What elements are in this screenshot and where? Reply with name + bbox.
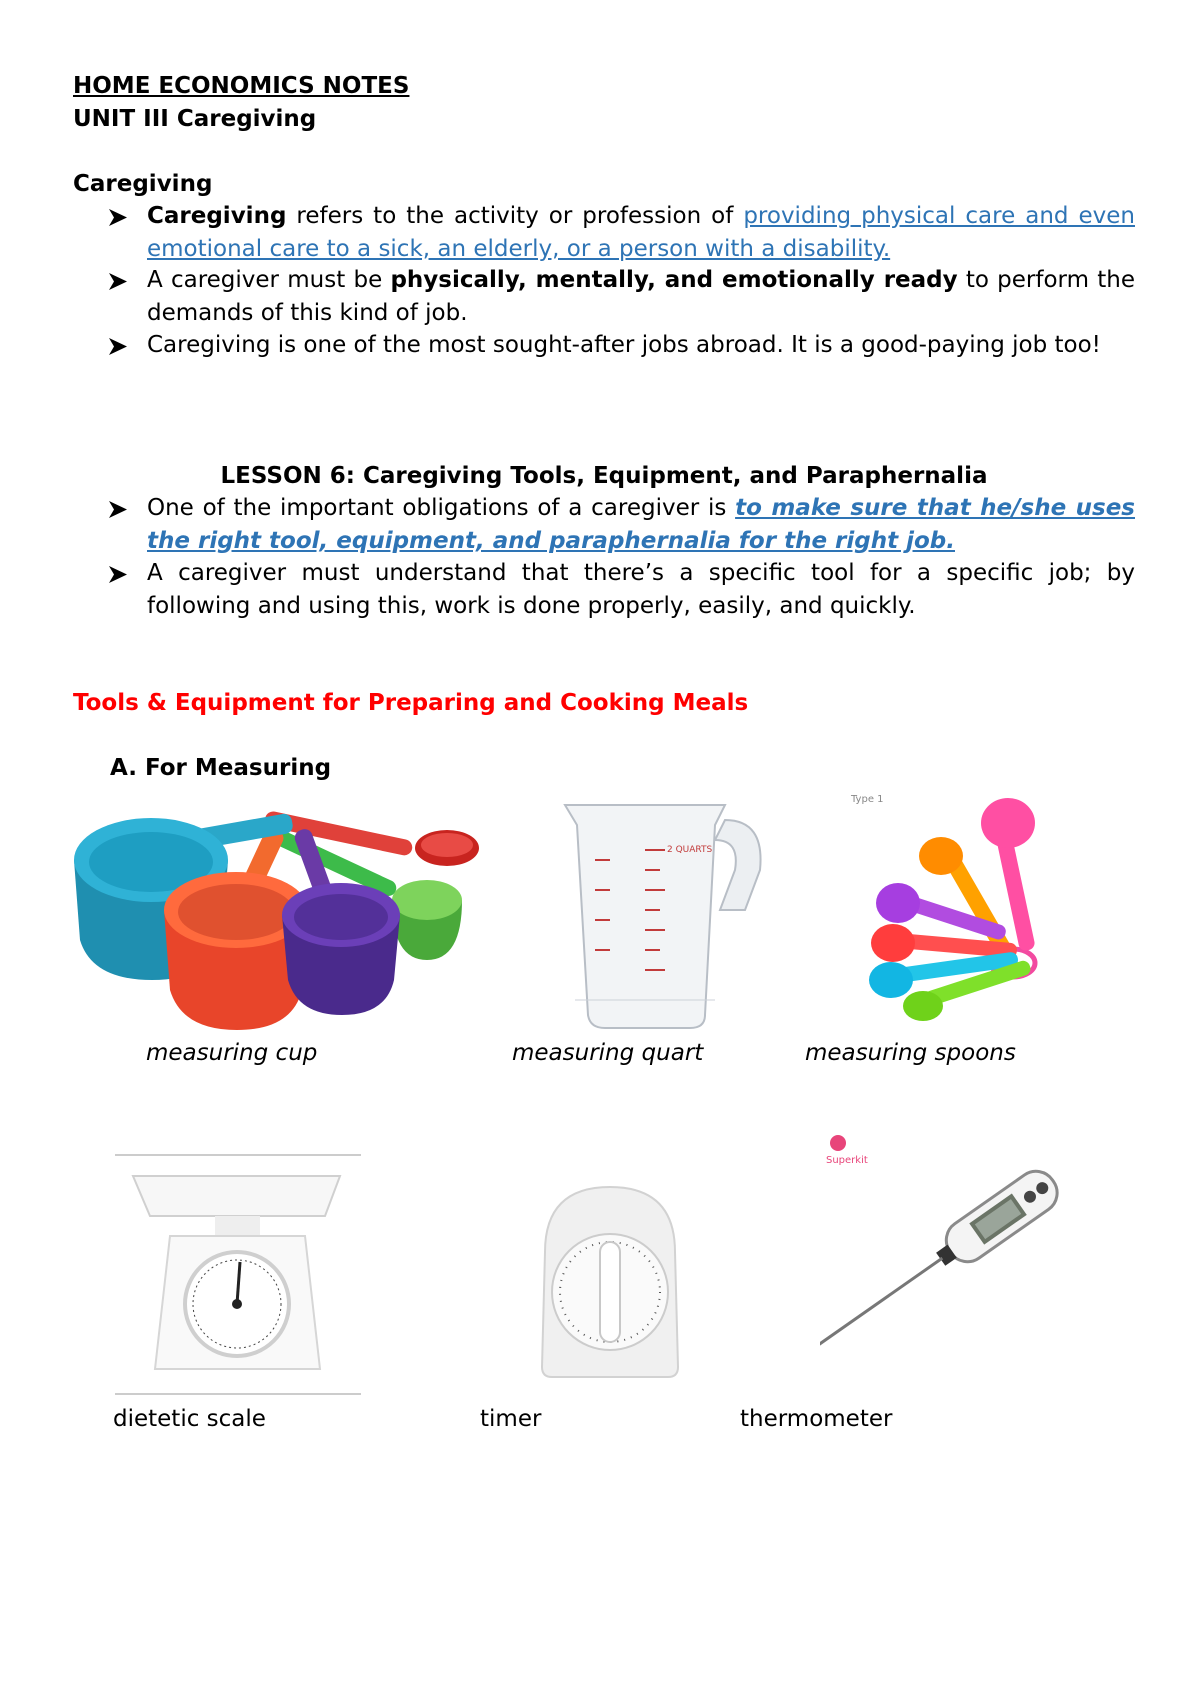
caregiving-term: Caregiving [147, 203, 287, 229]
caption-measuring-cup: measuring cup [146, 1040, 318, 1066]
lesson-bullet-2 [110, 557, 1135, 622]
bullet-text: to perform the demands of this kind of job. [147, 267, 1135, 326]
lesson-bullet-1 [110, 492, 1135, 557]
measuring-quart-image [555, 800, 765, 1030]
caregiving-bullet-3 [110, 329, 1135, 362]
document-header [73, 70, 409, 135]
bullet-text: A caregiver must understand that there’s a specific tool for a specific job; by following and using this, work is done properly, easily, and quickly. [147, 560, 1135, 619]
bullet-text: One of the important obligations of a caregiver is [147, 495, 736, 521]
caregiving-bullet-1 [110, 200, 1135, 265]
quart-mark-label: 2 QUARTS [667, 845, 713, 855]
caption-measuring-quart: measuring quart [512, 1040, 704, 1066]
caption-timer: timer [480, 1406, 542, 1432]
caregiving-definition-text: refers to the activity or profession of [286, 203, 744, 229]
measuring-spoons-image [843, 788, 1093, 1028]
timer-image [530, 1182, 690, 1382]
tools-heading: Tools & Equipment for Preparing and Cooking Meals [73, 690, 749, 716]
unit-title: UNIT III Caregiving [73, 105, 317, 132]
thermometer-brand: Superkit [826, 1155, 868, 1166]
caregiving-definition-link[interactable]: providing physical care and even emotional care to a sick, an elderly, or a person with a disability. [147, 203, 1135, 262]
spoons-type-tag: Type 1 [851, 794, 884, 805]
measuring-cup-image [72, 790, 492, 1040]
arrowhead-bullet-icon [109, 501, 127, 518]
dietetic-scale-image [115, 1154, 365, 1398]
readiness-emphasis: physically, mentally, and emotionally ready [390, 267, 958, 293]
document-title: HOME ECONOMICS NOTES [73, 73, 410, 99]
arrowhead-bullet-icon [109, 566, 127, 583]
arrowhead-bullet-icon [109, 273, 127, 290]
measuring-subheading: A. For Measuring [110, 755, 332, 781]
bullet-text: Caregiving is one of the most sought-after jobs abroad. It is a good-paying job too! [147, 332, 1101, 358]
arrowhead-bullet-icon [109, 338, 127, 355]
caption-thermometer: thermometer [740, 1406, 893, 1432]
caption-dietetic-scale: dietetic scale [113, 1406, 266, 1432]
caregiving-heading: Caregiving [73, 171, 213, 197]
right-tool-link[interactable]: to make sure that he/she uses the right tool, equipment, and paraphernalia for the right job. [147, 495, 1135, 554]
caregiving-bullet-2 [110, 264, 1135, 329]
bullet-text: A caregiver must be [147, 267, 391, 293]
lesson-heading: LESSON 6: Caregiving Tools, Equipment, and Paraphernalia [220, 463, 988, 489]
thermometer-image [820, 1125, 1100, 1395]
arrowhead-bullet-icon [109, 209, 127, 226]
caption-measuring-spoons: measuring spoons [805, 1040, 1016, 1066]
